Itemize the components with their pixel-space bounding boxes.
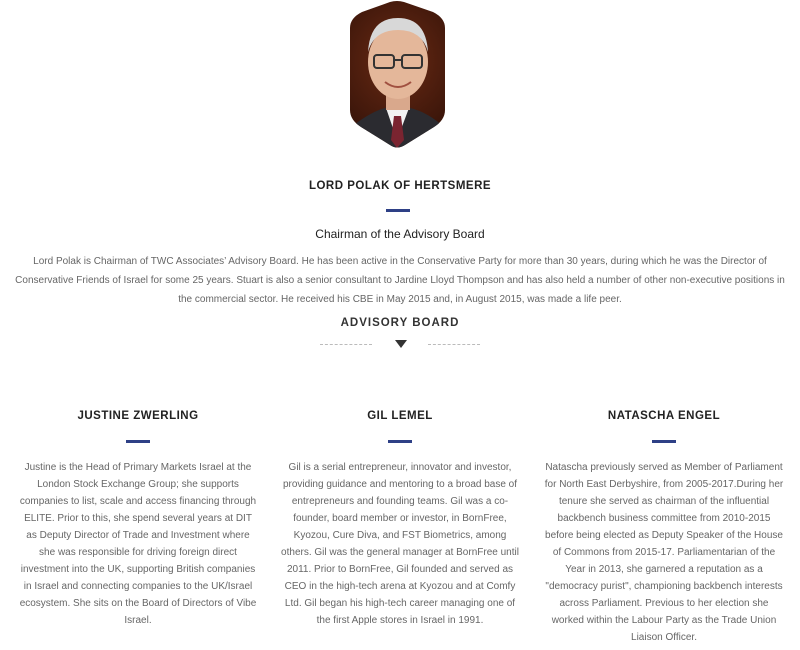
divider-left [320,344,372,345]
member-bio: Gil is a serial entrepreneur, innovator and investor, providing guidance and mentoring to a broad base of entrepreneurs and founding teams. Gil was a co-founder, board member or investor, in BornFree, Kyozou, Cure Diva, and FST Biometrics, among others. Gil was the general manager at BornFree until 2011. Prior to BornFree, Gil founded and served as CEO in the high-tech arena at Kyozou and at Comfy Ltd. Gil began his high-tech career managing one of the first Apple stores in Israel in 1991. [281,462,519,626]
member-name-underline [388,440,412,443]
advisory-board-heading: ADVISORY BOARD [340,317,460,329]
member-card-justine-zwerling [18,410,258,629]
member-card-natascha-engel [544,410,784,646]
caret-down-icon [395,340,407,348]
member-bio: Justine is the Head of Primary Markets Israel at the London Stock Exchange Group; she supports companies to list, scale and access financing through ELITE. Prior to this, she spend several years at DIT as Deputy Director of Trade and Investment where she was responsible for driving foreign direct investment into the UK, supporting British companies in Israel and connecting companies to the UK/Israel ecosystem. She sits on the Board of Directors of Vibe Israel. [19,462,257,626]
divider-right [428,344,480,345]
chairman-portrait [330,0,465,150]
chairman-bio: Lord Polak is Chairman of TWC Associates’ Advisory Board. He has been active in the Conservative Party for more than 30 years, during which he was the Director of Conservative Friends of Israel for some 25 years. Stuart is also a senior consultant to Jardine Lloyd Thompson and has also held a number of other non-executive positions in the commercial sector. He received his CBE in May 2015 and, in August 2015, was made a life peer. [15,256,785,305]
member-name-underline [126,440,150,443]
chairman-role: Chairman of the Advisory Board [315,227,485,241]
chairman-name-underline [386,209,410,212]
member-card-gil-lemel [280,410,520,629]
chairman-name: LORD POLAK OF HERTSMERE [308,180,492,192]
member-name: JUSTINE ZWERLING [77,410,199,422]
member-name: NATASCHA ENGEL [607,410,721,422]
member-name-underline [652,440,676,443]
member-bio: Natascha previously served as Member of Parliament for North East Derbyshire, from 2005-2017.During her tenure she served as chairman of the influential backbench business committee from 2010-2015 before being elected as Deputy Speaker of the House of Commons from 2015-17. Parliamentarian of the Year in 2013, she garnered a reputation as a "democracy purist", championing backbench interests across Parliament. Previous to her election she worked within the Labour Party as the Trade Union Liaison Officer. [544,462,784,643]
member-name: GIL LEMEL [367,410,433,422]
